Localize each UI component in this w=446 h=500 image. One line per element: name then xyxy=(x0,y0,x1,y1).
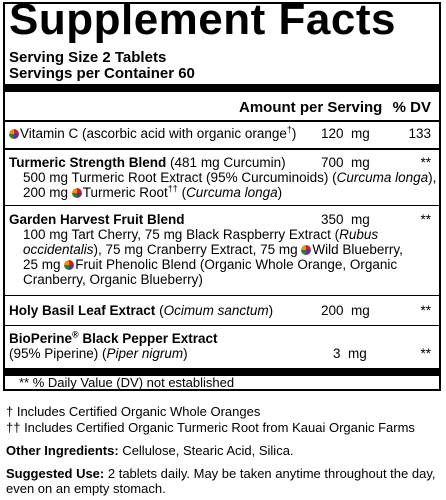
turmeric-dv: ** xyxy=(420,155,431,170)
supplement-facts-panel xyxy=(3,2,441,391)
amount-per-serving-header: Amount per Serving xyxy=(239,99,383,116)
bioperine-row: BioPerine® Black Pepper Extract (95% Piperine) (Piper nigrum) 3 mg ** xyxy=(9,329,431,361)
vitamin-c-amount: 120 mg xyxy=(321,126,370,141)
holy-basil-row: Holy Basil Leaf Extract (Ocimum sanctum) 200 mg ** xyxy=(9,303,431,318)
footnote-double-dagger: †† Includes Certified Organic Turmeric Root from Kauai Organic Farms xyxy=(6,420,415,435)
suggested-use-continued: even on an empty stomach. xyxy=(6,481,166,496)
panel-title: Supplement Facts xyxy=(9,0,396,44)
fruit-blend-amount: 350 mg xyxy=(321,212,370,227)
organic-blend-dot-icon xyxy=(9,129,19,139)
servings-per-container: Servings per Container 60 xyxy=(9,65,195,82)
row-divider xyxy=(5,205,439,206)
organic-blend-dot-icon xyxy=(64,260,74,270)
bioperine-dv: ** xyxy=(420,346,431,361)
vitamin-c-row: Vitamin C (ascorbic acid with organic orange†) 120 mg 133 xyxy=(9,126,435,141)
turmeric-amount: 700 mg xyxy=(321,155,370,170)
row-divider xyxy=(5,325,439,326)
dv-header: % DV xyxy=(392,99,431,116)
fruit-blend-row: Garden Harvest Fruit Blend 100 mg Tart Cherry, 75 mg Black Raspberry Extract (Rubus occidentalis), 75 mg Cranberry Extract, 75 mg Wild Blueberry, 25 mg Fruit Phenolic Blend (Organic Whole Orange, Organic Cranberry, Organic Blueberry) 350 mg ** xyxy=(9,212,431,287)
vitamin-c-dv: 133 xyxy=(408,126,431,141)
fruit-blend-dv: ** xyxy=(420,212,431,227)
holy-basil-dv: ** xyxy=(420,303,431,318)
dv-footnote: ** % Daily Value (DV) not established xyxy=(19,375,235,390)
organic-blend-dot-icon xyxy=(72,188,82,198)
holy-basil-amount: 200 mg xyxy=(321,303,370,318)
other-ingredients: Other Ingredients: Cellulose, Stearic Acid, Silica. xyxy=(6,443,294,458)
organic-blend-dot-icon xyxy=(301,245,311,255)
serving-size: Serving Size 2 Tablets xyxy=(9,49,167,66)
row-divider xyxy=(5,148,439,150)
turmeric-row: Turmeric Strength Blend (481 mg Curcumin) 500 mg Turmeric Root Extract (95% Curcuminoids) (Curcuma longa), 200 mg Turmeric Root†† (Curcuma longa) 700 mg ** xyxy=(9,155,437,200)
row-divider xyxy=(5,295,439,296)
thick-divider xyxy=(5,84,439,92)
bioperine-amount: 3 mg xyxy=(333,346,367,361)
footnote-dagger: † Includes Certified Organic Whole Oranges xyxy=(6,404,261,419)
suggested-use: Suggested Use: 2 tablets daily. May be taken anytime throughout the day, xyxy=(6,466,436,481)
header-divider xyxy=(5,120,439,122)
